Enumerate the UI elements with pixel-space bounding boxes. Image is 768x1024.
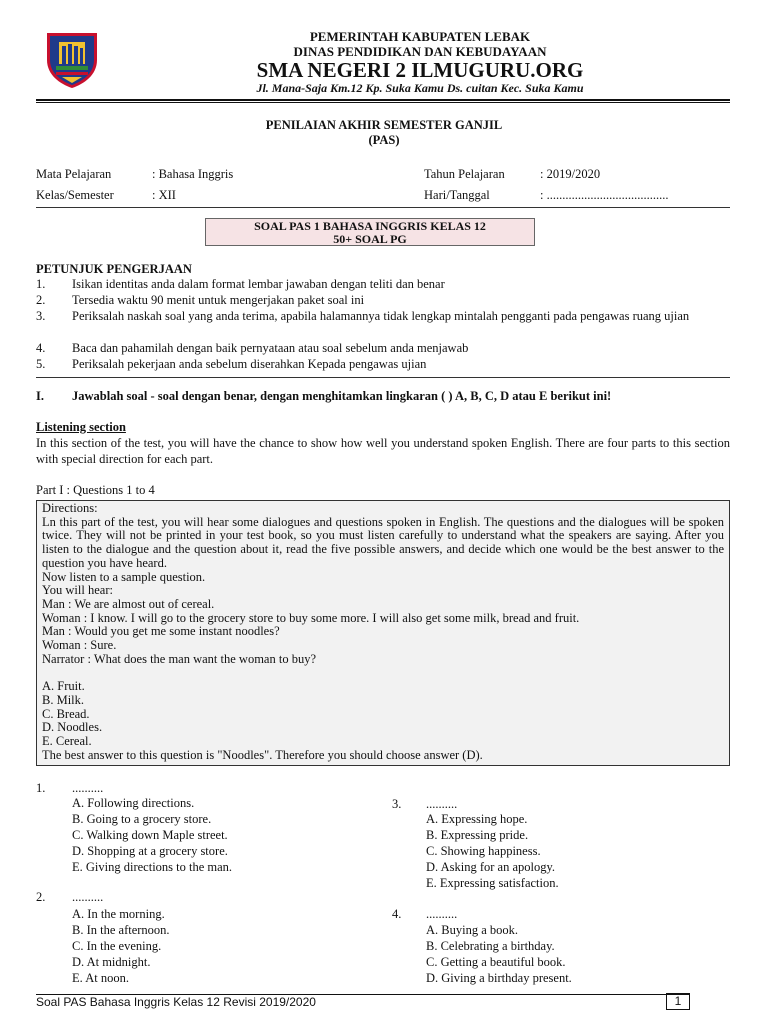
question-blank: .......... xyxy=(72,890,104,904)
instruction-number: 3. xyxy=(36,309,46,323)
answer-option[interactable]: D. Shopping at a grocery store. xyxy=(72,844,228,858)
answer-option[interactable]: A. Buying a book. xyxy=(426,923,519,937)
sample-option: D. Noodles. xyxy=(42,720,103,735)
sample-option: B. Milk. xyxy=(42,692,85,707)
instructions-heading: PETUNJUK PENGERJAAN xyxy=(36,262,192,276)
header-divider-thin xyxy=(36,102,730,103)
listening-intro: In this section of the test, you will have the chance to show how well you understand spoken English. There are four parts to this section with special direction for each part. xyxy=(36,436,730,466)
exam-subtitle: (PAS) xyxy=(368,133,400,147)
info-value-class: : XII xyxy=(152,188,176,202)
directions-paragraph: Ln this part of the test, you will hear some dialogues and questions spoken in English. The questions and the dialogues will be spoken twice. They will not be printed in your test book, so you must listen carefully to understand what the speakers are saying. After you listen to the dialogue and the question about it, read the five possible answers, and decide which one would be the best answer to the question you have heard. xyxy=(42,514,724,570)
header-divider xyxy=(36,99,730,101)
instruction-number: 5. xyxy=(36,357,46,371)
listening-heading: Listening section xyxy=(36,420,126,434)
info-value-subject: : Bahasa Inggris xyxy=(152,167,234,181)
answer-option[interactable]: B. Expressing pride. xyxy=(426,828,529,842)
question-set-title-box xyxy=(205,218,535,246)
sample-option: E. Cereal. xyxy=(42,733,92,748)
directions-box xyxy=(36,500,730,766)
sample-line: Man : We are almost out of cereal. xyxy=(42,596,215,611)
answer-option[interactable]: A. In the morning. xyxy=(72,907,165,921)
info-label-date: Hari/Tanggal xyxy=(424,188,490,202)
footer-text: Soal PAS Bahasa Inggris Kelas 12 Revisi 2019/2020 xyxy=(36,995,316,1009)
sample-option: A. Fruit. xyxy=(42,679,85,694)
question-blank: .......... xyxy=(426,907,458,921)
info-label-subject: Mata Pelajaran xyxy=(36,167,112,181)
directions-label: Directions: xyxy=(42,501,98,515)
question-number: 2. xyxy=(36,890,46,904)
sample-line: Woman : I know. I will go to the grocery store to buy some more. I will also get some milk, bread and fruit. xyxy=(42,610,580,625)
answer-option[interactable]: D. At midnight. xyxy=(72,955,151,969)
answer-option[interactable]: B. Going to a grocery store. xyxy=(72,812,212,826)
page-number: 1 xyxy=(666,993,690,1010)
header-department: DINAS PENDIDIKAN DAN KEBUDAYAAN xyxy=(293,44,547,59)
answer-option[interactable]: C. Walking down Maple street. xyxy=(72,828,228,842)
exam-title xyxy=(120,118,648,148)
instruction-text: Tersedia waktu 90 menit untuk mengerjakan paket soal ini xyxy=(72,293,365,307)
answer-option[interactable]: E. At noon. xyxy=(72,971,129,985)
answer-option[interactable]: C. In the evening. xyxy=(72,939,162,953)
sample-line: Now listen to a sample question. xyxy=(42,569,206,584)
sample-option: C. Bread. xyxy=(42,706,90,721)
title-box-line1: SOAL PAS 1 BAHASA INGGRIS KELAS 12 xyxy=(254,219,486,233)
answer-option[interactable]: A. Expressing hope. xyxy=(426,812,528,826)
answer-option[interactable]: B. Celebrating a birthday. xyxy=(426,939,555,953)
instruction-number: 1. xyxy=(36,277,46,291)
answer-option[interactable]: C. Showing happiness. xyxy=(426,844,541,858)
info-value-year: : 2019/2020 xyxy=(540,167,601,181)
instructions-divider xyxy=(36,377,730,378)
question-blank: .......... xyxy=(72,781,104,795)
school-name: SMA NEGERI 2 ILMUGURU.ORG xyxy=(256,58,584,82)
info-value-date: : ....................................... xyxy=(540,188,669,202)
question-number: 4. xyxy=(392,907,402,921)
instruction-number: 2. xyxy=(36,293,46,307)
question-number: 1. xyxy=(36,781,46,795)
instruction-number: 4. xyxy=(36,341,46,355)
answer-option[interactable]: A. Following directions. xyxy=(72,796,195,810)
header-government: PEMERINTAH KABUPATEN LEBAK xyxy=(309,29,531,44)
school-logo-icon xyxy=(44,30,100,90)
sample-answer: The best answer to this question is "Noodles". Therefore you should choose answer (D). xyxy=(42,747,483,762)
answer-option[interactable]: D. Asking for an apology. xyxy=(426,860,556,874)
part-heading: Part I : Questions 1 to 4 xyxy=(36,483,155,497)
info-label-class: Kelas/Semester xyxy=(36,188,114,202)
info-divider xyxy=(36,207,730,208)
section-number: I. xyxy=(36,389,44,403)
sample-line: Narrator : What does the man want the woman to buy? xyxy=(42,651,316,666)
instruction-text: Baca dan pahamilah dengan baik pernyataan atau soal sebelum anda menjawab xyxy=(72,341,469,355)
answer-option[interactable]: B. In the afternoon. xyxy=(72,923,170,937)
answer-option[interactable]: D. Giving a birthday present. xyxy=(426,971,572,985)
question-number: 3. xyxy=(392,797,402,811)
instruction-text: Periksalah pekerjaan anda sebelum diserahkan Kepada pengawas ujian xyxy=(72,357,427,371)
sample-line: You will hear: xyxy=(42,583,113,598)
answer-option[interactable]: E. Giving directions to the man. xyxy=(72,860,233,874)
spacer xyxy=(42,666,724,680)
sample-line: Man : Would you get me some instant noodles? xyxy=(42,624,280,639)
answer-option[interactable]: E. Expressing satisfaction. xyxy=(426,876,559,890)
info-label-year: Tahun Pelajaran xyxy=(424,167,505,181)
title-box-line2: 50+ SOAL PG xyxy=(333,232,407,246)
instruction-text: Periksalah naskah soal yang anda terima, apabila halamannya tidak lengkap mintalah pengganti pada pengawas ruang ujian xyxy=(72,309,690,323)
answer-option[interactable]: C. Getting a beautiful book. xyxy=(426,955,566,969)
section-instruction: Jawablah soal - soal dengan benar, dengan menghitamkan lingkaran ( ) A, B, C, D atau E berikut ini! xyxy=(72,389,612,403)
school-address: Jl. Mana-Saja Km.12 Kp. Suka Kamu Ds. cuitan Kec. Suka Kamu xyxy=(256,81,584,95)
instruction-text: Isikan identitas anda dalam format lembar jawaban dengan teliti dan benar xyxy=(72,277,445,291)
sample-line: Woman : Sure. xyxy=(42,638,117,653)
exam-title-line: PENILAIAN AKHIR SEMESTER GANJIL xyxy=(265,118,503,132)
question-blank: .......... xyxy=(426,797,458,811)
